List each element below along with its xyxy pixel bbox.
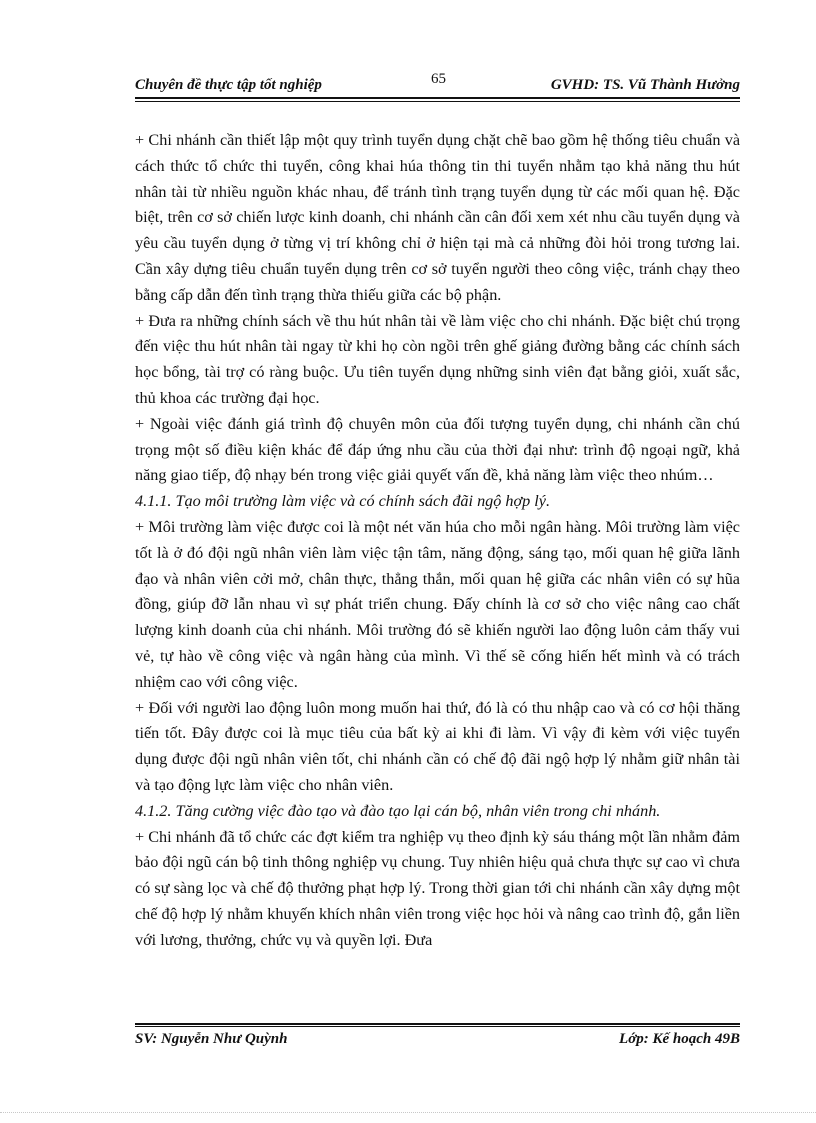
paragraph-recruitment-process: + Chi nhánh cần thiết lập một quy trình tuyển dụng chặt chẽ bao gồm hệ thống tiêu chuẩn và cách thức tổ chức thi tuyển, công khai húa thông tin thi tuyển nhằm tạo khả năng thu hút nhân tài từ nhiều nguồn khác nhau, để tránh tình trạng tuyển dụng từ các mối quan hệ. Đặc biệt, trên cơ sở chiến lược kinh doanh, chi nhánh cần cân đối xem xét nhu cầu tuyển dụng và yêu cầu tuyển dụng ở từng vị trí không chỉ ở hiện tại mà cả những đòi hỏi trong tương lai. Cần xây dựng tiêu chuẩn tuyển dụng trên cơ sở tuyển người theo công việc, tránh chạy theo bằng cấp dẫn đến tình trạng thừa thiếu giữa các bộ phận.	[135, 131, 740, 304]
section-heading-4-1-1: 4.1.1. Tạo môi trường làm việc và có chính sách đãi ngộ hợp lý.	[135, 492, 551, 511]
advisor-name: GVHD: TS. Vũ Thành Hưởng	[550, 77, 740, 93]
paragraph-training: + Chi nhánh đã tổ chức các đợt kiểm tra nghiệp vụ theo định kỳ sáu tháng một lần nhằm đảm bảo đội ngũ cán bộ tinh thông nghiệp vụ chung. Tuy nhiên hiệu quả chưa thực sự cao vì chưa có sự sàng lọc và chế độ thưởng phạt hợp lý. Trong thời gian tới chi nhánh cần xây dựng một chế độ hợp lý nhằm khuyến khích nhân viên trong việc học hỏi và nâng cao trình độ, gắn liền với lương, thưởng, chức vụ và quyền lợi. Đưa	[135, 827, 740, 949]
paragraph-compensation: + Đối với người lao động luôn mong muốn hai thứ, đó là có thu nhập cao và có cơ hội thăng tiến tốt. Đây được coi là mục tiêu của bất kỳ ai khi đi làm. Vì vậy đi kèm với việc tuyển dụng được đội ngũ nhân viên tốt, chi nhánh cần có chế độ đãi ngộ hợp lý nhằm giữ nhân tài và tạo động lực làm việc cho nhân viên.	[135, 698, 740, 794]
paragraph-other-criteria: + Ngoài việc đánh giá trình độ chuyên môn của đối tượng tuyển dụng, chi nhánh cần chú trọng một số điều kiện khác để đáp ứng nhu cầu của thời đại như: trình độ ngoại ngữ, khả năng giao tiếp, độ nhạy bén trong việc giải quyết vấn đề, khả năng làm việc theo nhúm…	[135, 414, 740, 485]
page-footer	[135, 1023, 740, 1049]
page-number: 65	[431, 71, 446, 87]
class-name: Lớp: Kế hoạch 49B	[619, 1031, 740, 1047]
document-title: Chuyên đề thực tập tốt nghiệp	[135, 77, 322, 93]
header-rule	[135, 97, 740, 102]
page-edge-divider	[0, 1112, 816, 1113]
section-heading-4-1-2: 4.1.2. Tăng cường việc đào tạo và đào tạo lại cán bộ, nhân viên trong chi nhánh.	[135, 801, 661, 820]
paragraph-talent-attraction: + Đưa ra những chính sách về thu hút nhân tài về làm việc cho chi nhánh. Đặc biệt chú trọng đến việc thu hút nhân tài ngay từ khi họ còn ngồi trên ghế giảng đường bằng các chính sách học bổng, tài trợ có ràng buộc. Ưu tiên tuyển dụng những sinh viên đạt bằng giỏi, xuất sắc, thủ khoa các trường đại học.	[135, 311, 740, 407]
page-header	[135, 66, 740, 102]
paragraph-work-environment: + Môi trường làm việc được coi là một nét văn húa cho mỗi ngân hàng. Môi trường làm việc tốt là ở đó đội ngũ nhân viên làm việc tận tâm, năng động, sáng tạo, mối quan hệ giữa lãnh đạo và nhân viên cởi mở, chân thực, thẳng thắn, mối quan hệ giữa các nhân viên có sự hũa đồng, giúp đỡ lẫn nhau vì sự phát triển chung. Đấy chính là cơ sở cho việc nâng cao chất lượng kinh doanh của chi nhánh. Môi trường đó sẽ khiến người lao động luôn cảm thấy vui vẻ, tự hào về công việc và ngân hàng của mình. Vì thế sẽ cống hiến hết mình và có trách nhiệm cao với công việc.	[135, 517, 740, 691]
footer-rule	[135, 1023, 740, 1027]
page-body	[135, 128, 740, 954]
student-name: SV: Nguyễn Như Quỳnh	[135, 1031, 288, 1047]
